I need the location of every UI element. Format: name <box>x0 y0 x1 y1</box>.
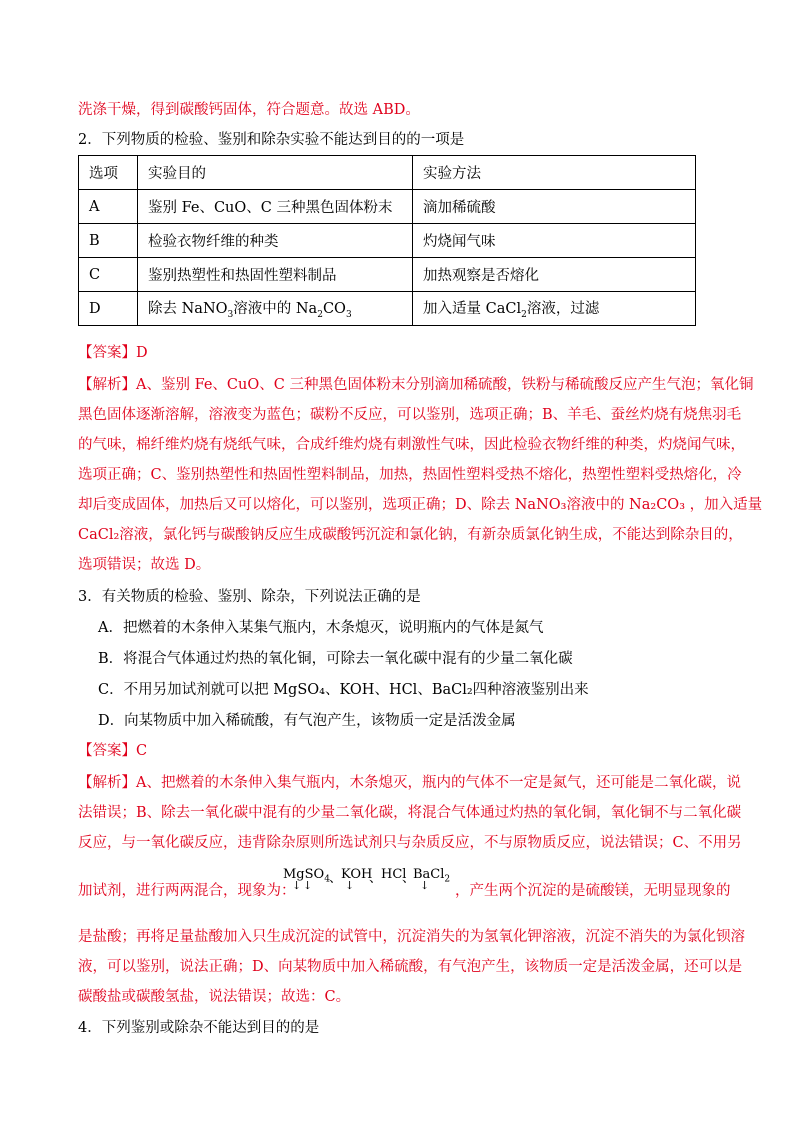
row-purpose: 鉴别热塑性和热固性塑料制品 <box>138 258 413 292</box>
row-method: 灼烧闻气味 <box>413 224 696 258</box>
q3-option-a: A．把燃着的木条伸入某集气瓶内，木条熄灭，说明瓶内的气体是氮气 <box>98 620 544 636</box>
q2-analysis-line: CaCl₂溶液，氯化钙与碳酸钠反应生成碳酸钙沉淀和氯化钠，有新杂质氯化钠生成，不能达到除杂目的， <box>78 527 743 543</box>
row-method: 加入适量 CaCl$_2$溶液，过滤 <box>413 292 696 326</box>
table-row <box>79 258 696 292</box>
q2-analysis-line: 的气味，棉纤维灼烧有烧纸气味，合成纤维灼烧有刺激性气味，因此检验衣物纤维的种类，灼烧闻气味， <box>78 437 745 453</box>
q3-option-d: D．向某物质中加入稀硫酸，有气泡产生，该物质一定是活泼金属 <box>98 713 516 729</box>
question-3: 3．有关物质的检验、鉴别、除杂，下列说法正确的是 <box>78 589 421 605</box>
row-purpose: 检验衣物纤维的种类 <box>138 224 413 258</box>
q3-analysis-line: 反应，与一氧化碳反应，违背除杂原则所选试剂只与杂质反应，不与原物质反应，说法错误；C、不用另 <box>78 835 742 851</box>
q2-table <box>78 155 696 326</box>
header-purpose: 实验目的 <box>138 156 413 190</box>
row-purpose: 除去 NaNO$_3$溶液中的 $Na_2CO_3$ <box>138 292 413 326</box>
q3-option-c: C．不用另加试剂就可以把 MgSO₄、KOH、HCl、BaCl₂四种溶液鉴别出来 <box>98 682 589 698</box>
row-method: 滴加稀硫酸 <box>413 190 696 224</box>
down-arrow-icon: ↓ <box>303 879 313 892</box>
q3-analysis-line: ，产生两个沉淀的是硫酸镁，无明显现象的 <box>455 883 731 899</box>
table-row <box>79 292 696 326</box>
q3-analysis-line: 加试剂，进行两两混合，现象为： <box>78 883 296 899</box>
row-purpose: 鉴别 Fe、CuO、C 三种黑色固体粉末 <box>138 190 413 224</box>
row-option: B <box>79 224 138 258</box>
down-arrow-icon: ↓ <box>292 879 302 892</box>
down-arrow-icon: ↓ <box>420 879 430 892</box>
table-row <box>79 190 696 224</box>
precipitation-formula: MgSO$_4$ 、 KOH 、 HCl 、 BaCl$_2$ ↓ ↓ ↓ ↓ <box>283 867 451 892</box>
down-arrow-icon: ↓ <box>345 879 355 892</box>
q3-analysis-line: 法错误；B、除去一氧化碳中混有的少量二氧化碳，将混合气体通过灼热的氧化铜，氧化铜不与二氧化碳 <box>78 805 742 821</box>
question-4: 4．下列鉴别或除杂不能达到目的的是 <box>78 1020 320 1036</box>
row-option: D <box>79 292 138 326</box>
row-option: C <box>79 258 138 292</box>
q3-option-b: B．将混合气体通过灼热的氧化铜，可除去一氧化碳中混有的少量二氧化碳 <box>98 651 573 667</box>
table-row <box>79 224 696 258</box>
q2-analysis-line: 选项正确；C、鉴别热塑性和热固性塑料制品，加热，热固性塑料受热不熔化，热塑性塑料受热熔化，冷 <box>78 467 742 483</box>
question-2: 2．下列物质的检验、鉴别和除杂实验不能达到目的的一项是 <box>78 132 465 148</box>
q3-answer: 【答案】C <box>78 743 148 759</box>
row-method: 加热观察是否熔化 <box>413 258 696 292</box>
q3-analysis-line: 液，可以鉴别，说法正确；D、向某物质中加入稀硫酸，有气泡产生，该物质一定是活泼金属，还可以是 <box>78 959 743 975</box>
q3-analysis-line: 【解析】A、把燃着的木条伸入集气瓶内，木条熄灭，瓶内的气体不一定是氮气，还可能是二氧化碳，说 <box>78 775 741 791</box>
header-option: 选项 <box>79 156 138 190</box>
header-method: 实验方法 <box>413 156 696 190</box>
q2-answer: 【答案】D <box>78 345 148 361</box>
q2-analysis-line: 却后变成固体，加热后又可以熔化，可以鉴别，选项正确；D、除去 NaNO₃溶液中的 Na₂CO₃ ，加入适量 <box>78 497 763 513</box>
row-option: A <box>79 190 138 224</box>
table-header-row <box>79 156 696 190</box>
q2-analysis-line: 【解析】A、鉴别 Fe、CuO、C 三种黑色固体粉末分别滴加稀硫酸，铁粉与稀硫酸反应产生气泡；氧化铜 <box>78 377 754 393</box>
q3-analysis-line: 是盐酸；再将足量盐酸加入只生成沉淀的试管中，沉淀消失的为氢氧化钾溶液，沉淀不消失的为氯化钡溶 <box>78 929 745 945</box>
q2-analysis-line: 黑色固体逐渐溶解，溶液变为蓝色；碳粉不反应，可以鉴别，选项正确；B、羊毛、蚕丝灼烧有烧焦羽毛 <box>78 407 742 423</box>
q3-analysis-line: 碳酸盐或碳酸氢盐，说法错误；故选：C。 <box>78 989 351 1005</box>
previous-answer-end: 洗涤干燥，得到碳酸钙固体，符合题意。故选 ABD。 <box>78 102 420 118</box>
q2-analysis-line: 选项错误；故选 D。 <box>78 557 211 573</box>
